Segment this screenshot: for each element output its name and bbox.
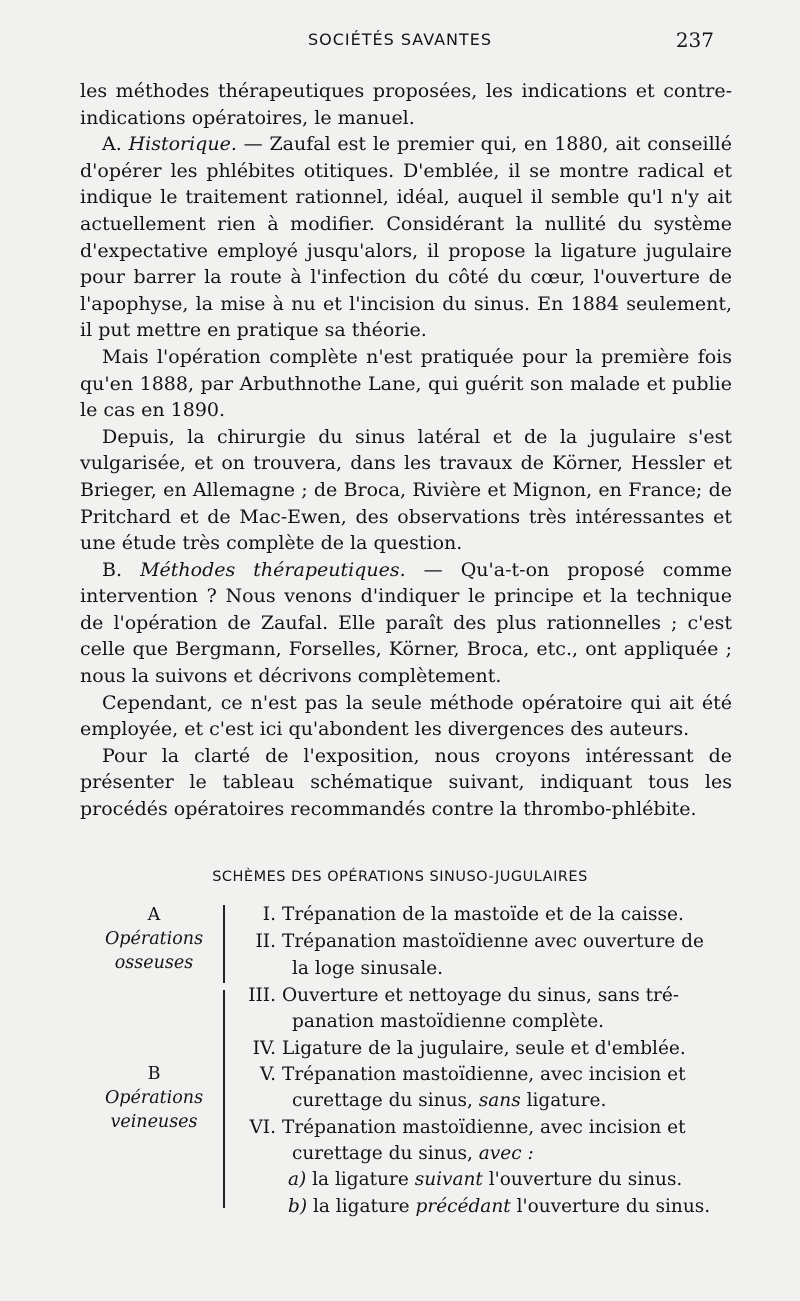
page-number: 237 bbox=[675, 28, 714, 52]
sub-item bbox=[288, 1167, 682, 1193]
group-a-line2: osseuses bbox=[114, 953, 194, 973]
op-row bbox=[232, 1115, 752, 1141]
op-number: II. bbox=[255, 931, 276, 952]
paragraph-text: — Qu'a-t-on proposé comme intervention ? Nous venons d'indiquer le principe et la technique de l'opération de Zaufal. Elle paraît des plus rationnelles ; c'est celle que Bergmann, Forselles, Körner, Broca, etc., ont appliquée ; nous la suivons et décrivons complètement. bbox=[80, 558, 732, 688]
op-number: I. bbox=[262, 904, 276, 925]
paragraph-text: Cependant, ce n'est pas la seule méthode opératoire qui ait été employée, et c'est ici qu'abondent les divergences des auteurs. bbox=[80, 691, 732, 741]
op-number: III. bbox=[248, 985, 276, 1006]
op-continuation bbox=[292, 1141, 534, 1167]
op-continuation: panation mastoïdienne complète. bbox=[292, 1011, 605, 1032]
sub-emphasis: précédant bbox=[415, 1196, 511, 1217]
group-b-label bbox=[84, 1062, 224, 1134]
group-a-label bbox=[84, 903, 224, 975]
sub-text: la ligature bbox=[312, 1169, 415, 1190]
op-text: Trépanation mastoïdienne avec ouverture de bbox=[282, 931, 704, 952]
paragraph-emphasis: Méthodes thérapeutiques. bbox=[140, 558, 406, 581]
brace-b bbox=[223, 990, 225, 1208]
sub-text: l'ouverture du sinus. bbox=[482, 1169, 683, 1190]
sub-item bbox=[288, 1194, 710, 1220]
group-b-letter: B bbox=[147, 1064, 161, 1084]
brace-a bbox=[223, 905, 225, 983]
cont-emphasis: sans bbox=[478, 1090, 521, 1111]
op-text: Ligature de la jugulaire, seule et d'emblée. bbox=[282, 1038, 686, 1059]
sub-text: la ligature bbox=[312, 1196, 416, 1217]
op-text: Trépanation mastoïdienne, avec incision et bbox=[282, 1117, 686, 1138]
op-number: IV. bbox=[252, 1038, 276, 1059]
sub-label: b) bbox=[288, 1196, 308, 1217]
paragraph-text: B. bbox=[102, 558, 141, 581]
cont-emphasis: avec : bbox=[478, 1143, 534, 1164]
scheme-title: SCHÈMES DES OPÉRATIONS SINUSO-JUGULAIRES bbox=[212, 869, 588, 885]
paragraph-text: A. bbox=[102, 133, 129, 156]
paragraph-text: les méthodes thérapeutiques proposées, les indications et contre-indications opératoires, le manuel. bbox=[80, 80, 732, 129]
op-continuation bbox=[292, 1088, 606, 1114]
paragraph-text: Pour la clarté de l'exposition, nous croyons intéressant de présenter le tableau schématique suivant, indiquant tous les procédés opératoires recommandés contre la thrombo-phlébite. bbox=[80, 744, 732, 821]
op-row bbox=[232, 902, 752, 928]
running-header: SOCIÉTÉS SAVANTES bbox=[307, 30, 493, 49]
paragraph-text: Mais l'opération complète n'est pratiquée pour la première fois qu'en 1888, par Arbuthnothe Lane, qui guérit son malade et publie le cas en 1890. bbox=[80, 345, 732, 422]
sub-label: a) bbox=[288, 1169, 307, 1190]
cont-text: curettage du sinus, bbox=[292, 1143, 479, 1164]
group-b-line2: veineuses bbox=[110, 1112, 198, 1132]
op-text: Trépanation mastoïdienne, avec incision et bbox=[282, 1064, 686, 1085]
cont-text: ligature. bbox=[520, 1090, 607, 1111]
group-b-line1: Opérations bbox=[104, 1088, 204, 1108]
sub-text: l'ouverture du sinus. bbox=[510, 1196, 711, 1217]
cont-text: curettage du sinus, bbox=[292, 1090, 479, 1111]
op-text: Ouverture et nettoyage du sinus, sans tré- bbox=[282, 985, 680, 1006]
op-row bbox=[232, 983, 752, 1009]
sub-emphasis: suivant bbox=[414, 1169, 483, 1190]
group-a-line1: Opérations bbox=[104, 929, 204, 949]
op-number: V. bbox=[259, 1064, 276, 1085]
op-row bbox=[232, 929, 752, 955]
op-continuation: la loge sinusale. bbox=[292, 958, 444, 979]
op-row bbox=[232, 1036, 752, 1062]
group-a-letter: A bbox=[147, 905, 161, 925]
paragraph-text: — Zaufal est le premier qui, en 1880, ait conseillé d'opérer les phlébites otitiques. D'emblée, il se montre radical et indique le traitement rationnel, idéal, auquel il semble qu'l n'y ait actuellement rien à modifier. Considérant la nullité du système d'expectative employé jusqu'alors, il propose la ligature jugulaire pour barrer la route à l'infection du côté du cœur, l'ouverture de l'apophyse, la mise à nu et l'incision du sinus. En 1884 seulement, il put mettre en pratique sa théorie. bbox=[80, 133, 732, 342]
op-number: VI. bbox=[249, 1117, 276, 1138]
op-row bbox=[232, 1062, 752, 1088]
paragraph-text: Depuis, la chirurgie du sinus latéral et de la jugulaire s'est vulgarisée, et on trouvera, dans les travaux de Körner, Hessler et Brieger, en Allemagne ; de Broca, Rivière et Mignon, en France; de Pritchard et de Mac-Ewen, des observations très intéressantes et une étude très complète de la question. bbox=[80, 425, 732, 555]
op-text: Trépanation de la mastoïde et de la caisse. bbox=[282, 904, 684, 925]
paragraph-emphasis: Historique. bbox=[128, 133, 237, 156]
